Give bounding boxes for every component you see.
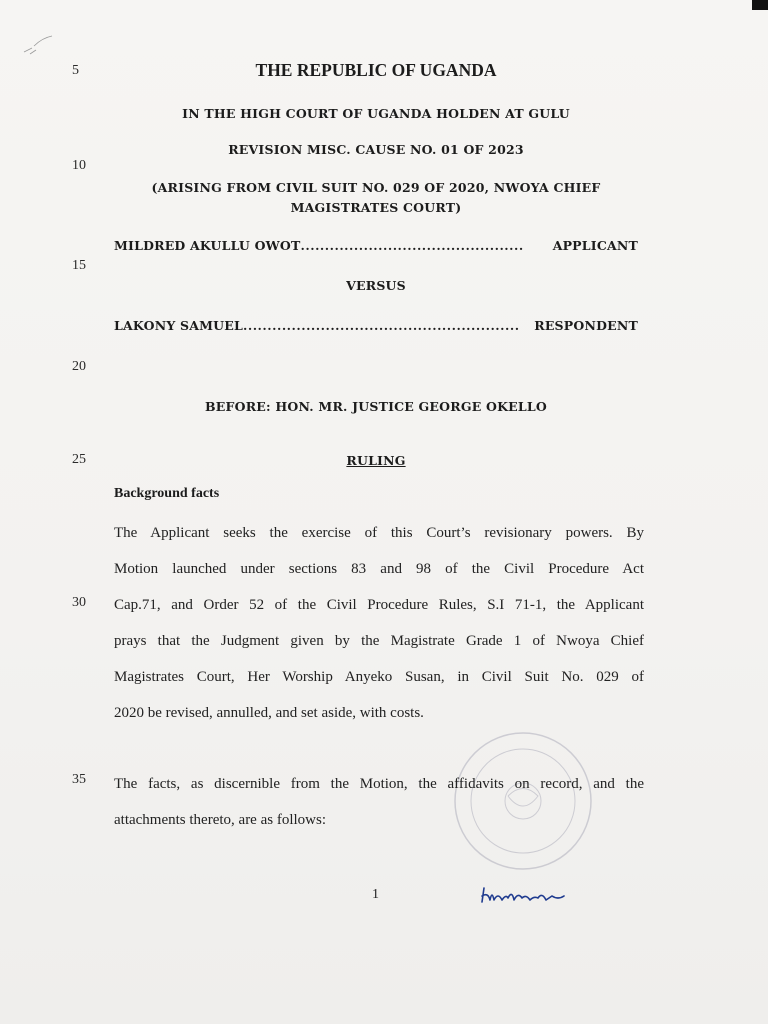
line-number: 35 (72, 772, 86, 787)
ruling-heading: RULING (346, 453, 406, 468)
respondent-line (114, 318, 638, 333)
line-number: 10 (72, 158, 86, 173)
applicant-name: MILDRED AKULLU OWOT (114, 238, 301, 253)
paragraph-line: The facts, as discernible from the Motion, the affidavits on record, and the (114, 776, 644, 792)
respondent-name: LAKONY SAMUEL (114, 318, 243, 333)
paragraph-line: Cap.71, and Order 52 of the Civil Procedure Rules, S.I 71-1, the Applicant (114, 597, 644, 613)
respondent-leader-dots: ......................................................... (243, 318, 520, 333)
paragraph-line: 2020 be revised, annulled, and set aside, with costs. (114, 705, 424, 721)
paragraph-line: Motion launched under sections 83 and 98 of the Civil Procedure Act (114, 561, 644, 577)
paragraph-line: Magistrates Court, Her Worship Anyeko Susan, in Civil Suit No. 029 of (114, 669, 644, 685)
scan-edge-mark (752, 0, 768, 10)
paragraph-line: attachments thereto, are as follows: (114, 812, 327, 828)
handwritten-signature (478, 882, 568, 912)
paragraph-line: prays that the Judgment given by the Magistrate Grade 1 of Nwoya Chief (114, 633, 644, 649)
versus-label: VERSUS (346, 278, 406, 293)
line-number: 20 (72, 359, 86, 374)
paragraph-line: The Applicant seeks the exercise of this Court’s revisionary powers. By (114, 525, 644, 541)
arising-line-2: MAGISTRATES COURT) (290, 200, 462, 215)
line-number: 5 (72, 63, 79, 78)
paragraph-background (114, 522, 644, 738)
applicant-leader-dots: .............................................. (300, 238, 524, 253)
respondent-role: RESPONDENT (534, 318, 638, 333)
arising-line-1: (ARISING FROM CIVIL SUIT NO. 029 OF 2020, NWOYA CHIEF (151, 180, 601, 195)
applicant-role: APPLICANT (552, 238, 638, 253)
pen-scribble-mark (22, 30, 62, 60)
before-judge: BEFORE: HON. MR. JUSTICE GEORGE OKELLO (205, 399, 547, 414)
line-number: 15 (72, 258, 86, 273)
court-name: IN THE HIGH COURT OF UGANDA HOLDEN AT GULU (182, 106, 570, 121)
arising-from (114, 178, 638, 218)
paragraph-facts-intro (114, 773, 644, 845)
line-number: 30 (72, 595, 86, 610)
document-title: THE REPUBLIC OF UGANDA (255, 60, 497, 80)
section-heading: Background facts (114, 486, 220, 501)
line-number: 25 (72, 452, 86, 467)
page-number: 1 (372, 887, 379, 902)
case-number: REVISION MISC. CAUSE NO. 01 OF 2023 (228, 142, 524, 157)
applicant-line (114, 238, 638, 253)
